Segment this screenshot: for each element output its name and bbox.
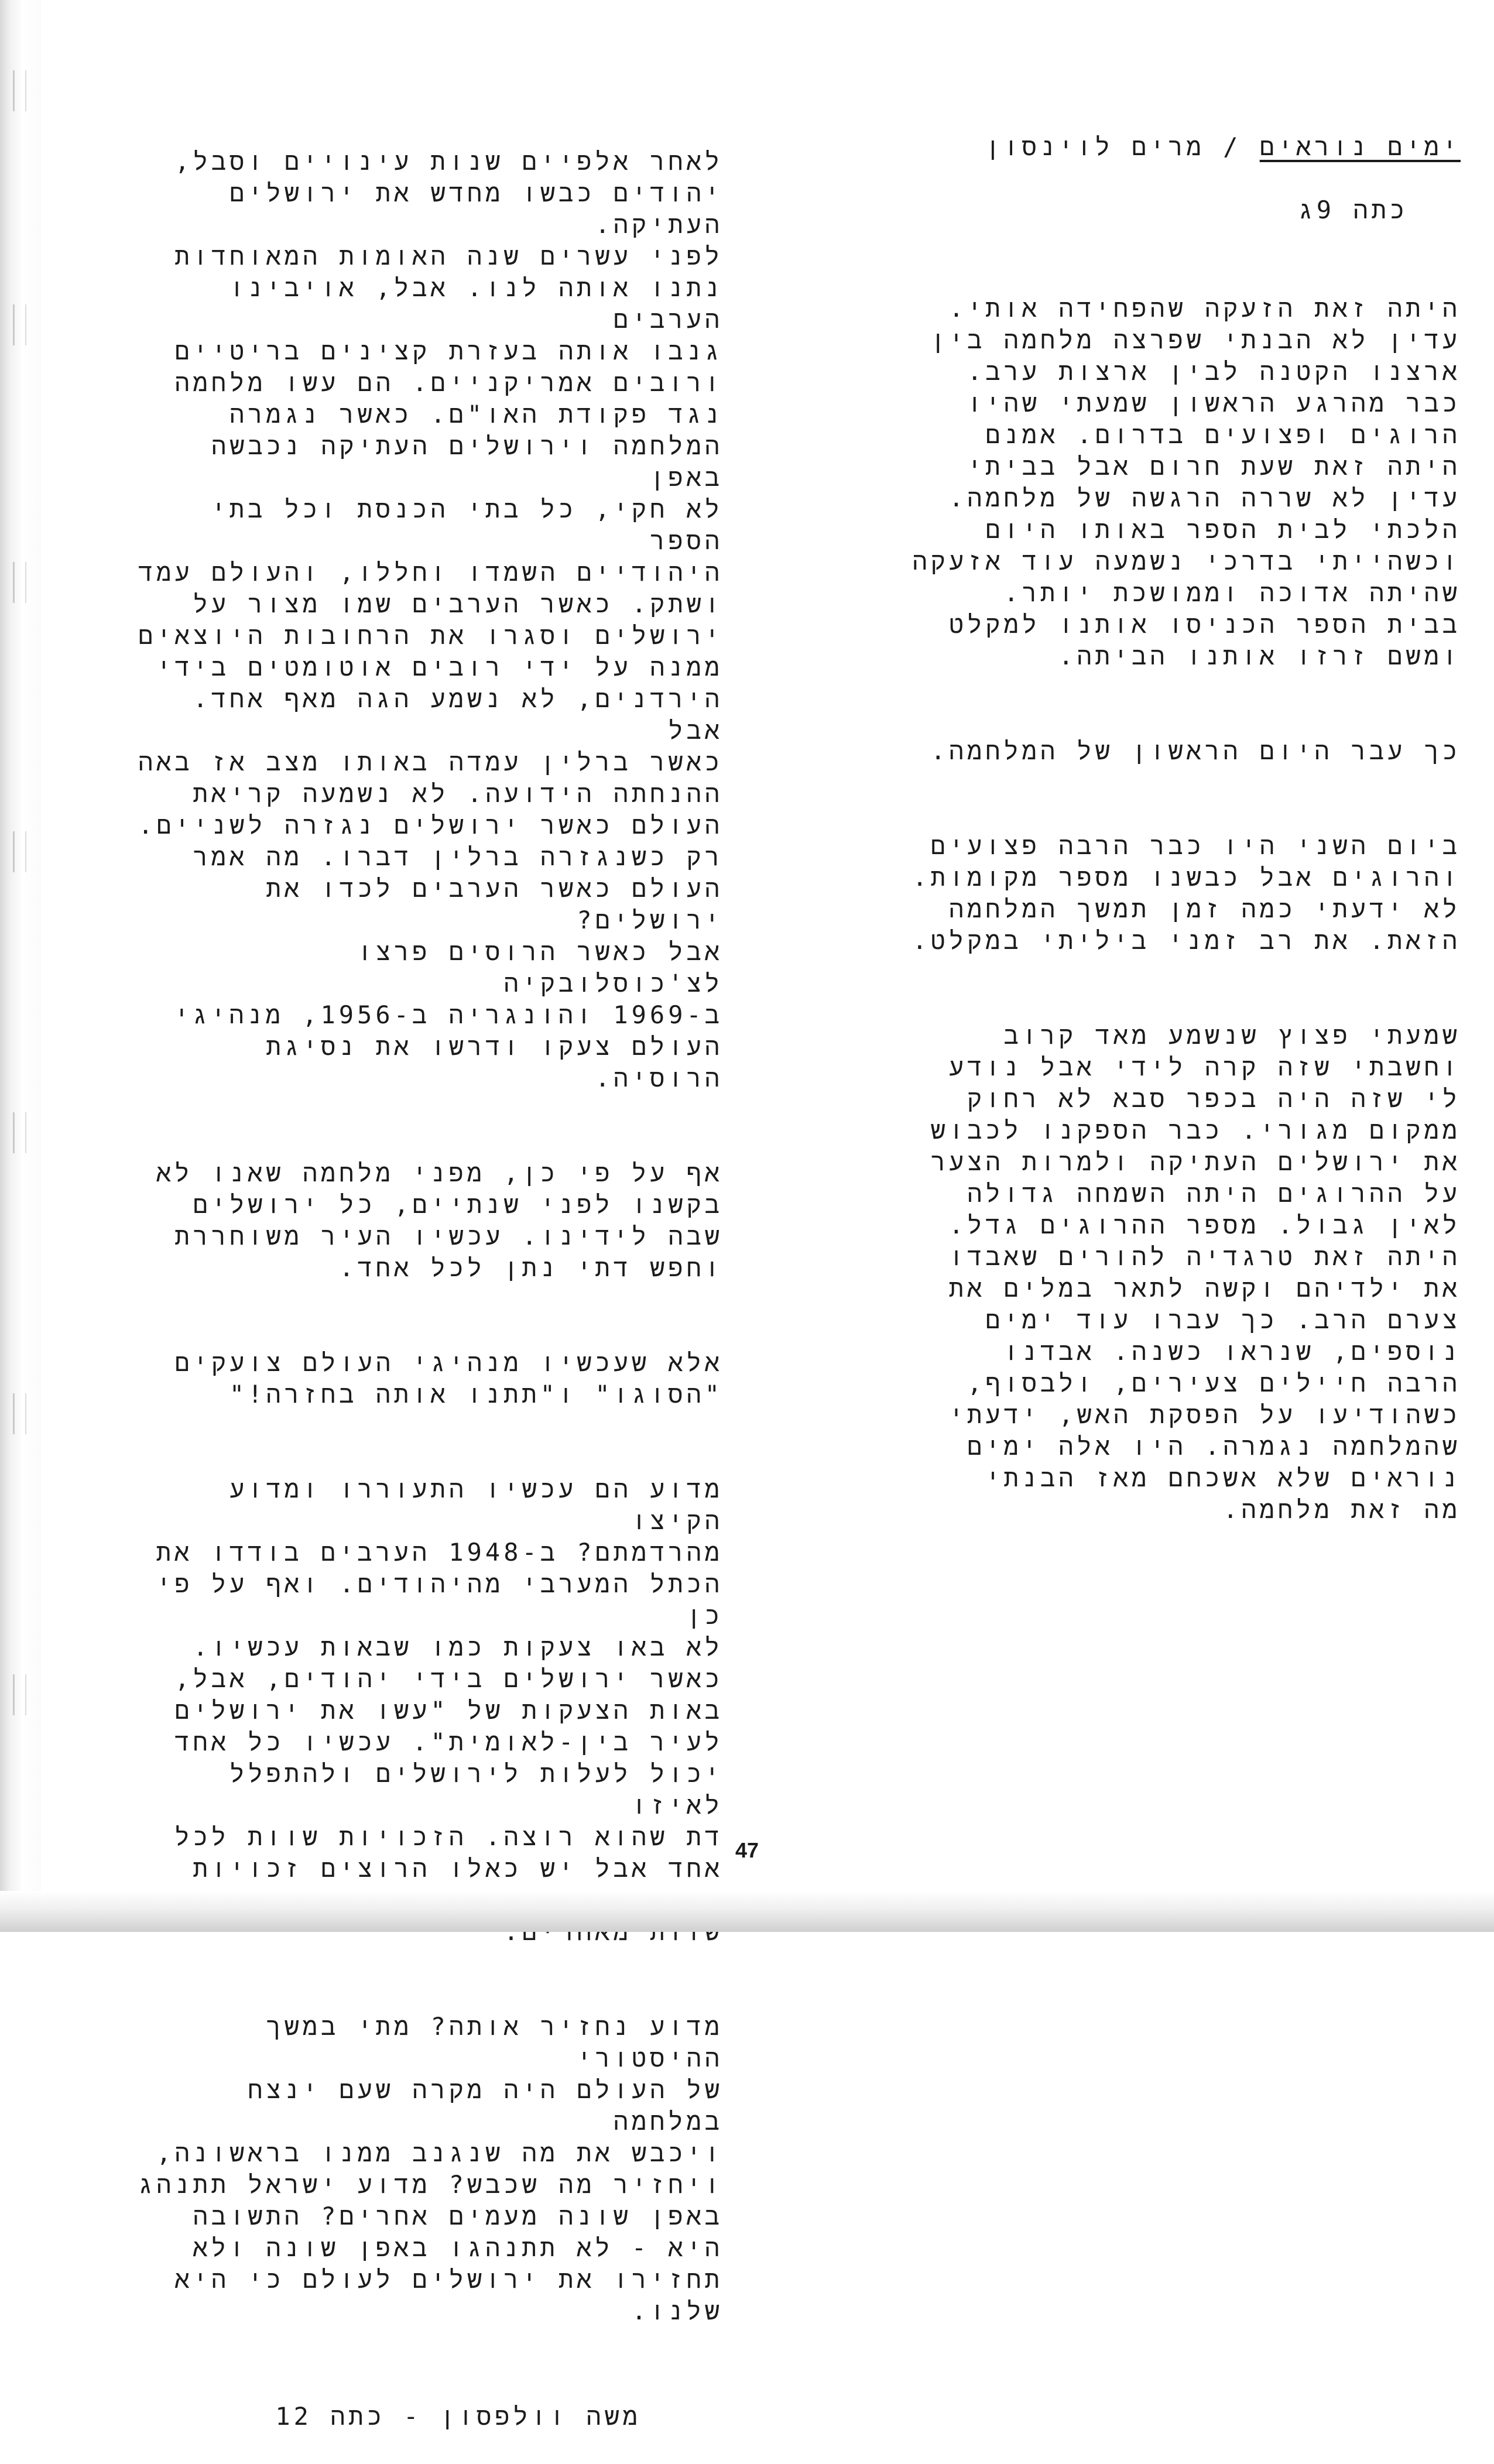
binding-hole	[13, 1393, 26, 1434]
binding-hole	[13, 1112, 26, 1153]
binding-hole	[13, 304, 26, 345]
article-author: מרים לוינסון	[985, 132, 1205, 161]
byline-separator: /	[1223, 132, 1242, 161]
paragraph: אלא שעכשיו מנהיגי העולם צועקים "הסוגו" ו"תתנו אותה בחזרה!"	[174, 1348, 723, 1409]
paragraph: ביום השני היו כבר הרבה פצועים והרוגים אבל כבשנו מספר מקומות. לא ידעתי כמה זמן תמשך המלחמה הזאת. את רב זמני ביליתי במקלט.	[912, 831, 1461, 955]
article-signature: משה וולפסון - כתה 12	[275, 2402, 641, 2431]
scan-bottom-edge	[0, 1891, 1494, 1932]
paragraph: כך עבר היום הראשון של המלחמה.	[930, 736, 1461, 765]
paragraph: לאחר אלפיים שנות עינויים וסבל, יהודים כבשו מחדש את ירושלים העתיקה. לפני עשרים שנה האומות המאוחדות נתנו אותה לנו. אבל, אויבינו הערבים גנבו אותה בעזרת קצינים בריטיים ורובים אמריקניים. הם עשו מלחמה נגד פקודת האו"ם. כאשר נגמרה המלחמה וירושלים העתיקה נכבשה באפן לא חקי, כל בתי הכנסת וכל בתי הספר היהודיים השמדו וחללו, והעולם עמד ושתק. כאשר הערבים שמו מצור על ירושלים וסגרו את הרחובות היוצאים ממנה על ידי רובים אוטומטים בידי הירדנים, לא נשמע הגה מאף אחד. אבל כאשר ברלין עמדה באותו מצב אז באה ההנחתה הידועה. לא נשמעה קריאת העולם כאשר ירושלים נגזרה לשניים. רק כשנגזרה ברלין דברו. מה אמר העולם כאשר הערבים לכדו את ירושלים? אבל כאשר הרוסים פרצו לצ'כוסלובקיה ב-1969 והונגריה ב-1956, מנהיגי העולם צעקו ודרשו את נסיגת הרוסיה.	[138, 147, 723, 1092]
paragraph: אף על פי כן, מפני מלחמה שאנו לא בקשנו לפני שנתיים, כל ירושלים שבה לידינו. עכשיו העיר משוחררת וחפש דתי נתן לכל אחד.	[156, 1159, 723, 1282]
article-title: ימים נוראים	[1259, 132, 1461, 161]
binding-margin	[0, 0, 41, 1932]
left-article	[126, 114, 723, 2464]
page-number: 47	[735, 1838, 759, 1862]
right-article	[843, 100, 1461, 1557]
binding-hole	[13, 831, 26, 872]
binding-hole	[13, 1674, 26, 1715]
binding-hole	[13, 70, 26, 111]
article-byline	[843, 131, 1461, 163]
author-class: כתה 9ג	[1298, 196, 1408, 224]
paragraph: מדוע נחזיר אותה? מתי במשך ההיסטורי של העולם היה מקרה שעם ינצח במלחמה ויכבש את מה שנגנב ממנו בראשונה, ויחזיר מה שכבש? מדוע ישראל תתנהג באפן שונה מעמים אחרים? התשובה היא - לא תתנהגו באפן שונה ולא תחזירו את ירושלים לעולם כי היא שלנו.	[138, 2012, 723, 2325]
paragraph: שמעתי פצוץ שנשמע מאד קרוב וחשבתי שזה קרה לידי אבל נודע לי שזה היה בכפר סבא לא רחוק ממקום מגורי. כבר הספקנו לכבוש את ירושלים העתיקה ולמרות הצער על ההרוגים היתה השמחה גדולה לאין גבול. מספר ההרוגים גדל. היתה זאת טרגדיה להורים שאבדו את ילדיהם וקשה לתאר במלים את צערם הרב. כך עברו עוד ימים נוספים, שנראו כשנה. אבדנו הרבה חיילים צעירים, ולבסוף, כשהודיעו על הפסקת האש, ידעתי שהמלחמה נגמרה. היו אלה ימים נוראים שלא אשכחם מאז הבנתי מה זאת מלחמה.	[930, 1021, 1461, 1524]
paragraph: מדוע הם עכשיו התעוררו ומדוע הקיצו מהרדמתם? ב-1948 הערבים בודדו את הכתל המערבי מהיהודים. ואף על פי כן לא באו צעקות כמו שבאות עכשיו. כאשר ירושלים בידי יהודים, אבל, באות הצעקות של "עשו את ירושלים לעיר בין-לאומית". עכשיו כל אחד יכול לעלות לירושלים ולהתפלל לאיזו דת שהוא רוצה. הזכויות שוות לכל אחד אבל יש כאלו הרוצים זכויות	[156, 1475, 723, 1883]
paragraph: היתה זאת הזעקה שהפחידה אותי. עדין לא הבנתי שפרצה מלחמה בין ארצנו הקטנה לבין ארצות ערב. כבר מהרגע הראשון שמעתי שהיו הרוגים ופצועים בדרום. אמנם היתה זאת שעת חרום אבל בביתי עדין לא שררה הרגשה של מלחמה. הלכתי לבית הספר באותו היום וכשהייתי בדרכי נשמעה עוד אזעקה שהיתה אדוכה וממושכת יותר. בבית הספר הכניסו אותנו למקלט ומשם זרזו אותנו הביתה.	[912, 294, 1461, 670]
binding-hole	[13, 562, 26, 603]
